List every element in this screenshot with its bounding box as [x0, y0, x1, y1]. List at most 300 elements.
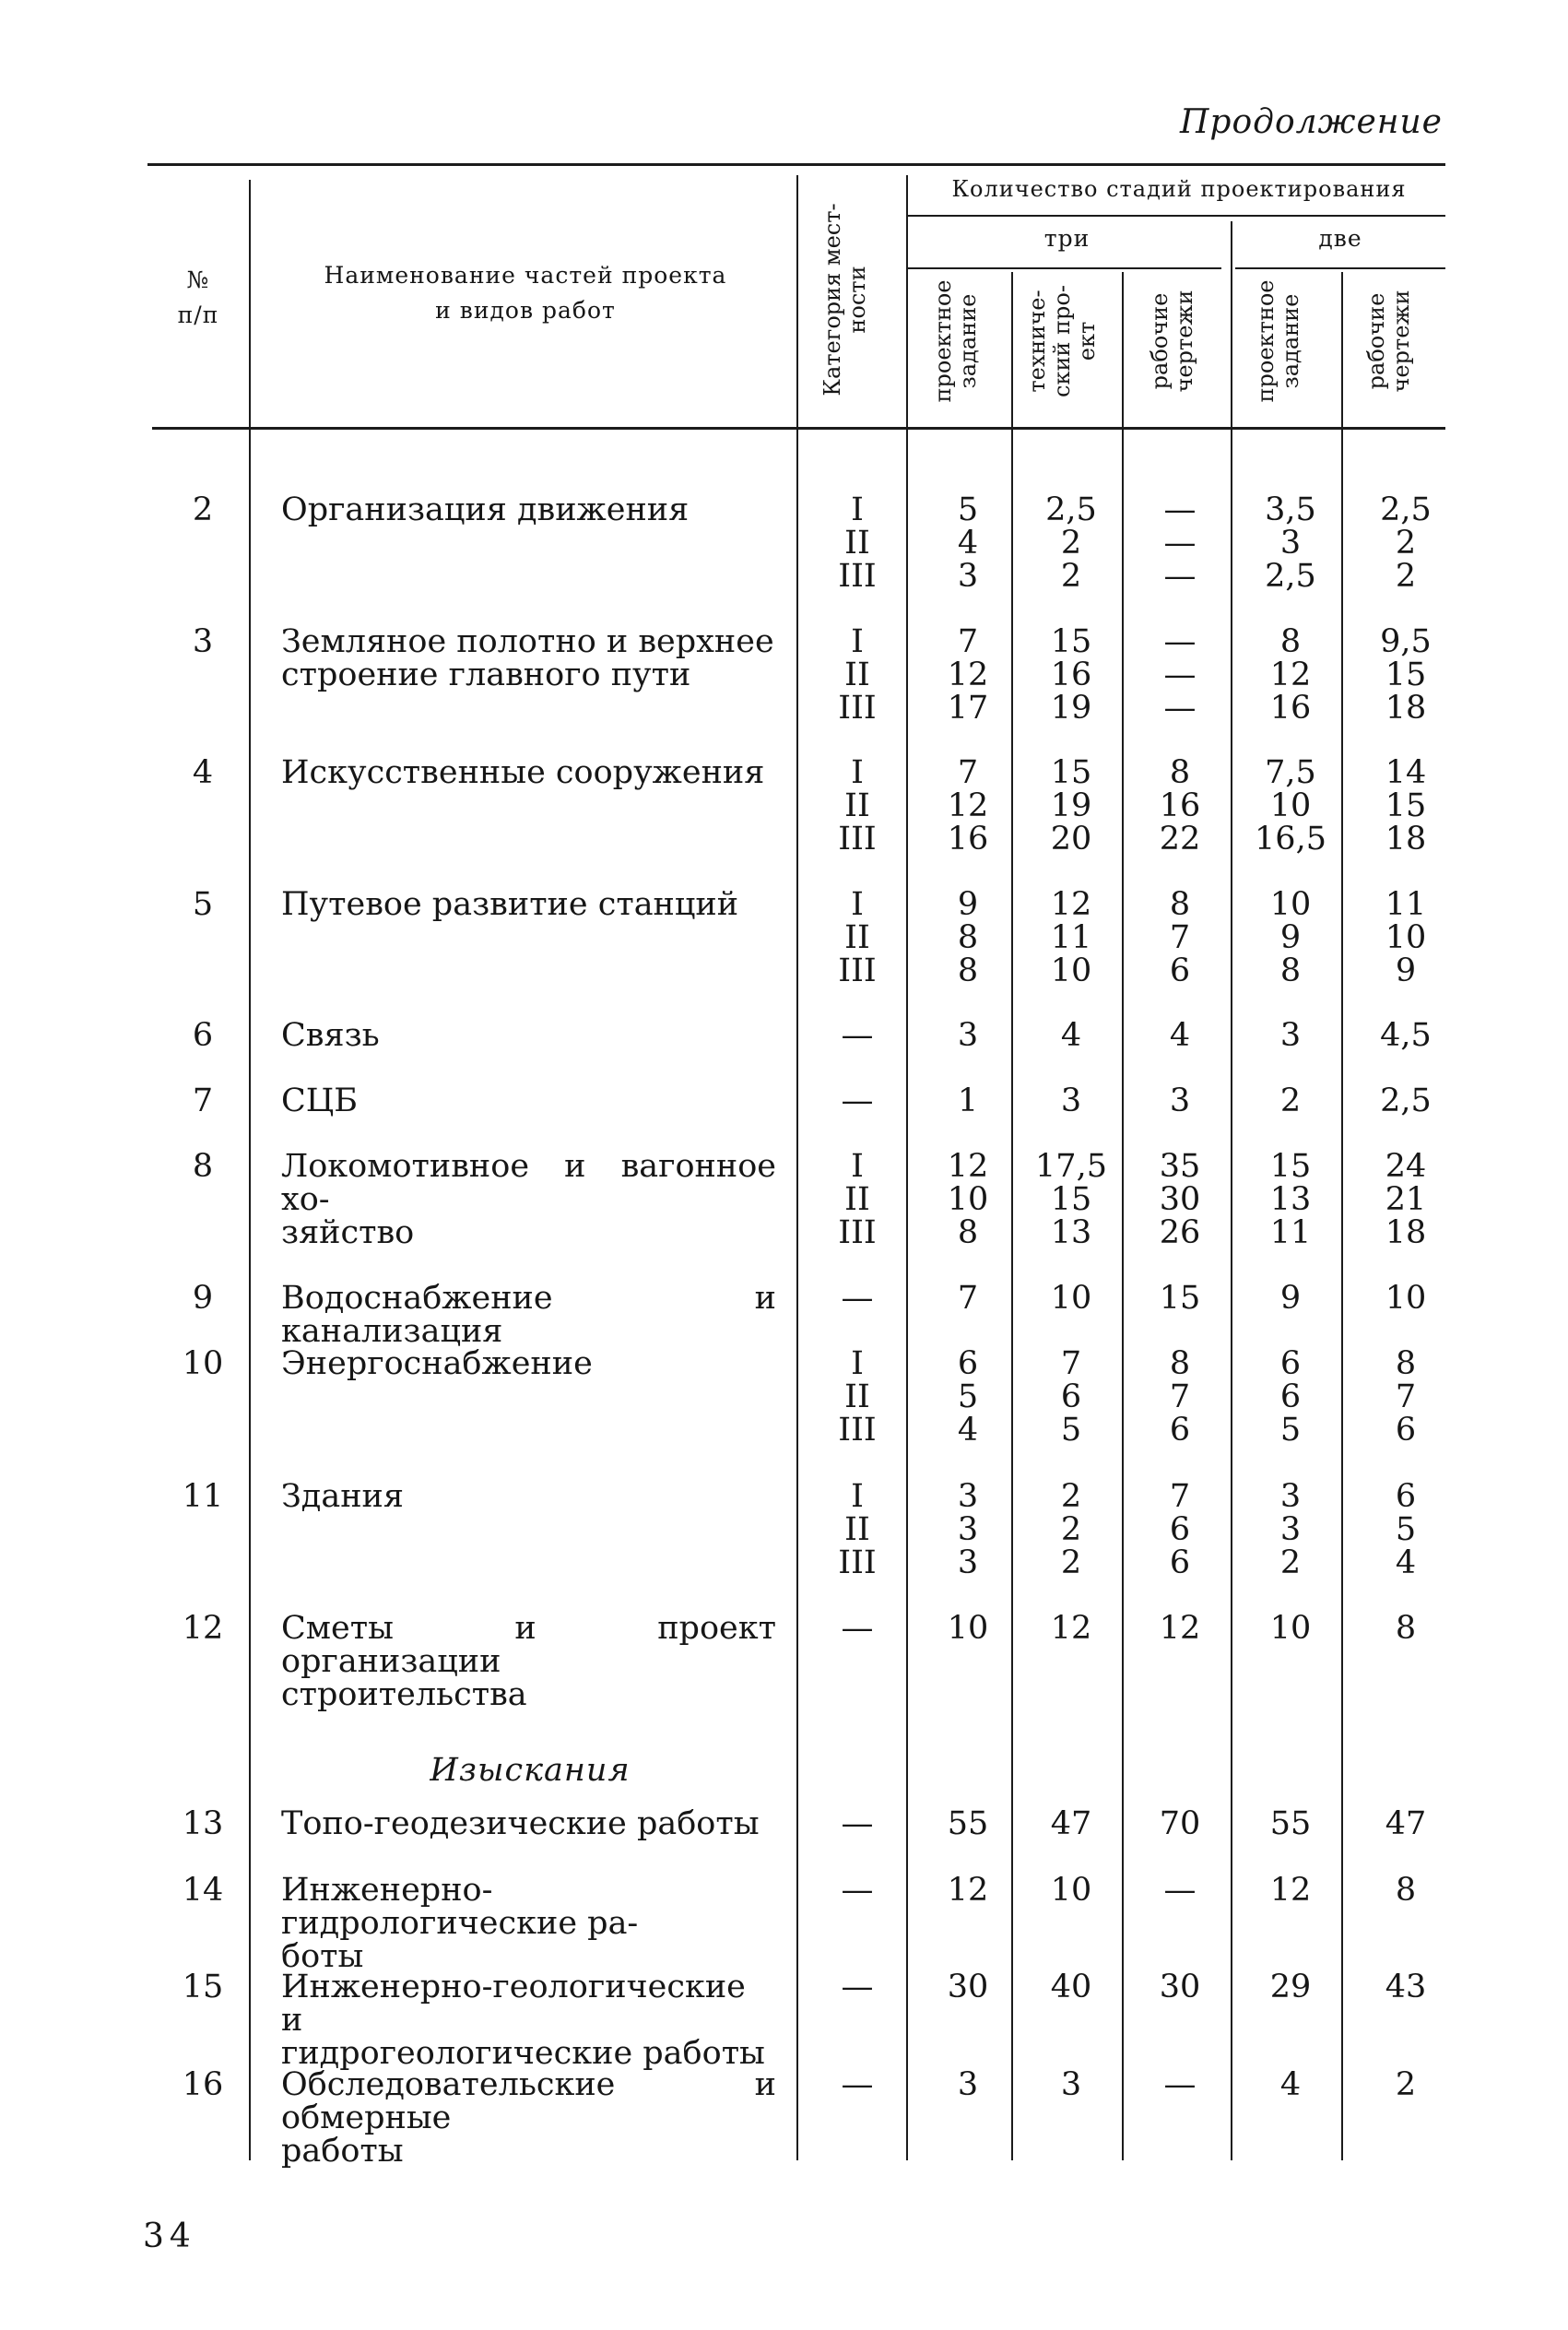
page-number: 34: [143, 2218, 196, 2255]
three-tech-project-value-line: 10: [1050, 1872, 1092, 1909]
three-project-task-value-line: 1: [957, 1082, 979, 1119]
three-working-drawings-value: [1129, 1807, 1231, 1840]
three-working-drawings-value-line: 22: [1159, 821, 1201, 857]
two-working-drawings-value: [1355, 1084, 1456, 1118]
row-name-line: Локомотивное и вагонное хо-: [281, 1148, 776, 1218]
three-tech-project-value-line: 15: [1050, 754, 1092, 791]
two-working-drawings-value-line: 2: [1395, 2066, 1417, 2103]
row-number: [147, 888, 258, 921]
three-working-drawings-value-line: 30: [1159, 1969, 1201, 2005]
row-number-line: 7: [192, 1082, 214, 1119]
three-tech-project-value-line: 19: [1050, 690, 1092, 727]
three-tech-project-value-line: 4: [1060, 1017, 1082, 1054]
row-category-line: —: [841, 1280, 874, 1317]
two-working-drawings-value-line: 10: [1385, 919, 1427, 956]
three-tech-project-value-line: 40: [1050, 1969, 1092, 2005]
three-project-task-value: [917, 625, 1019, 725]
row-number-line: 10: [182, 1345, 224, 1382]
row-number-line: 2: [192, 491, 214, 528]
row-category-line: II: [844, 1181, 870, 1218]
row-category-line: I: [851, 754, 864, 791]
three-project-task-value: [917, 1480, 1019, 1579]
header-category-line1: Категория мест-: [819, 203, 845, 396]
three-working-drawings-value: [1129, 1019, 1231, 1052]
two-project-task-value-line: 12: [1269, 656, 1312, 693]
two-working-drawings-value-line: 8: [1395, 1345, 1417, 1382]
header-three-working-drawings: [1148, 272, 1197, 410]
three-tech-project-value-line: 2: [1060, 558, 1082, 595]
three-rule: [908, 267, 1221, 269]
row-name: [281, 1347, 776, 1380]
two-working-drawings-value-line: 4: [1395, 1544, 1417, 1581]
three-project-task-value-line: 9: [957, 886, 979, 923]
row-name-line: Здания: [281, 1478, 404, 1515]
three-project-task-value-line: 12: [947, 787, 989, 824]
three-tech-project-value: [1020, 1084, 1122, 1118]
two-working-drawings-value: [1355, 1347, 1456, 1447]
row-category-line: III: [838, 952, 877, 989]
three-project-task-value: [917, 1282, 1019, 1315]
three-project-task-value-line: 3: [957, 1017, 979, 1054]
three-project-task-value-line: 16: [947, 821, 989, 857]
row-category: [811, 1347, 903, 1447]
three-working-drawings-value: [1129, 1970, 1231, 2004]
two-project-task-value-line: 10: [1269, 1610, 1312, 1647]
three-working-drawings-value-line: —: [1163, 2066, 1197, 2103]
three-tech-project-value: [1020, 1347, 1122, 1447]
three-working-drawings-value-line: 6: [1169, 1511, 1191, 1548]
row-name-line: Водоснабжение и канализация: [281, 1280, 776, 1350]
two-project-task-value-line: 3,5: [1265, 491, 1316, 528]
three-working-drawings-value-line: 7: [1169, 1378, 1191, 1415]
two-project-task-value-line: 9: [1279, 1280, 1302, 1317]
three-project-task-value-line: 10: [947, 1181, 989, 1218]
row-name-line: строительства: [281, 1676, 527, 1713]
three-tech-project-value-line: 12: [1050, 886, 1092, 923]
three-working-drawings-value: [1129, 1150, 1231, 1249]
row-category-line: III: [838, 1214, 877, 1251]
three-project-task-value-line: 4: [957, 525, 979, 562]
three-working-drawings-value-line: 3: [1169, 1082, 1191, 1119]
two-project-task-value-line: 12: [1269, 1872, 1312, 1909]
sub-label: задание: [955, 293, 981, 389]
col-rule-2: [796, 175, 798, 2160]
row-number: [147, 1347, 258, 1380]
two-project-task-value-line: 7,5: [1265, 754, 1316, 791]
two-project-task-value-line: 29: [1269, 1969, 1312, 2005]
row-name: [281, 1874, 776, 1973]
two-working-drawings-value-line: 18: [1385, 821, 1427, 857]
row-name: [281, 1480, 776, 1513]
two-working-drawings-value: [1355, 1874, 1456, 1907]
three-tech-project-value: [1020, 1874, 1122, 1907]
three-working-drawings-value-line: —: [1163, 690, 1197, 727]
two-working-drawings-value-line: 2,5: [1380, 1082, 1432, 1119]
row-name-line: Сметы и проект организации: [281, 1610, 776, 1680]
row-name: [281, 888, 776, 921]
two-project-task-value-line: 16: [1269, 690, 1312, 727]
row-category: [811, 756, 903, 856]
two-project-task-value: [1240, 2068, 1341, 2101]
three-working-drawings-value: [1129, 1874, 1231, 1907]
row-name: [281, 1807, 776, 1840]
three-tech-project-value: [1020, 756, 1122, 856]
two-project-task-value-line: 4: [1279, 2066, 1302, 2103]
three-working-drawings-value-line: 8: [1169, 886, 1191, 923]
two-working-drawings-value-line: 8: [1395, 1872, 1417, 1909]
three-project-task-value: [917, 2068, 1019, 2101]
three-project-task-value-line: 7: [957, 1280, 979, 1317]
three-tech-project-value-line: 19: [1050, 787, 1092, 824]
three-working-drawings-value-line: 15: [1159, 1280, 1201, 1317]
two-working-drawings-value-line: 14: [1385, 754, 1427, 791]
three-tech-project-value-line: 10: [1050, 1280, 1092, 1317]
row-number: [147, 2068, 258, 2101]
two-project-task-value: [1240, 888, 1341, 988]
row-category-line: III: [838, 821, 877, 857]
two-working-drawings-value-line: 6: [1395, 1478, 1417, 1515]
header-two: две: [1318, 225, 1362, 252]
three-project-task-value-line: 3: [957, 2066, 979, 2103]
three-tech-project-value: [1020, 1150, 1122, 1249]
sub-label: ект: [1074, 321, 1100, 361]
three-tech-project-value-line: 47: [1050, 1805, 1092, 1842]
three-project-task-value-line: 12: [947, 656, 989, 693]
two-working-drawings-value: [1355, 625, 1456, 725]
row-category: [811, 1874, 903, 1907]
row-category-line: I: [851, 623, 864, 660]
two-working-drawings-value-line: 15: [1385, 656, 1427, 693]
section-title: Изыскания: [430, 1752, 631, 1789]
two-project-task-value-line: 13: [1269, 1181, 1312, 1218]
three-working-drawings-value: [1129, 1347, 1231, 1447]
col-rule-5: [1122, 272, 1124, 2160]
two-working-drawings-value-line: 7: [1395, 1378, 1417, 1415]
two-working-drawings-value: [1355, 756, 1456, 856]
three-working-drawings-value-line: —: [1163, 1872, 1197, 1909]
two-working-drawings-value-line: 9: [1395, 952, 1417, 989]
row-category-line: —: [841, 2066, 874, 2103]
row-name-line: СЦБ: [281, 1082, 359, 1119]
three-working-drawings-value: [1129, 888, 1231, 988]
row-category-line: III: [838, 558, 877, 595]
row-category-line: II: [844, 919, 870, 956]
row-category-line: —: [841, 1969, 874, 2005]
row-category-line: I: [851, 1345, 864, 1382]
three-project-task-value-line: 3: [957, 1478, 979, 1515]
row-category-line: II: [844, 525, 870, 562]
two-project-task-value: [1240, 1282, 1341, 1315]
row-name-line: Искусственные сооружения: [281, 754, 765, 791]
three-working-drawings-value-line: 7: [1169, 919, 1191, 956]
two-project-task-value-line: 3: [1279, 1511, 1302, 1548]
row-name: [281, 2068, 776, 2168]
three-project-task-value: [917, 888, 1019, 988]
three-working-drawings-value-line: 16: [1159, 787, 1201, 824]
three-tech-project-value-line: 3: [1060, 2066, 1082, 2103]
row-category: [811, 1970, 903, 2004]
two-project-task-value-line: 15: [1269, 1148, 1312, 1185]
two-working-drawings-value-line: 10: [1385, 1280, 1427, 1317]
three-project-task-value-line: 4: [957, 1412, 979, 1449]
three-project-task-value-line: 12: [947, 1872, 989, 1909]
three-working-drawings-value: [1129, 1612, 1231, 1645]
two-working-drawings-value: [1355, 1612, 1456, 1645]
row-category: [811, 1612, 903, 1645]
header-two-working-drawings: [1364, 272, 1414, 410]
two-project-task-value-line: 9: [1279, 919, 1302, 956]
two-working-drawings-value-line: 11: [1385, 886, 1427, 923]
three-project-task-value-line: 10: [947, 1610, 989, 1647]
row-name-line: Энергоснабжение: [281, 1345, 593, 1382]
row-name-line: Организация движения: [281, 491, 690, 528]
three-working-drawings-value: [1129, 625, 1231, 725]
sub-label: задание: [1278, 293, 1303, 389]
three-tech-project-value-line: 7: [1060, 1345, 1082, 1382]
row-name: [281, 1084, 776, 1118]
three-tech-project-value-line: 2: [1060, 525, 1082, 562]
two-working-drawings-value: [1355, 1019, 1456, 1052]
two-project-task-value-line: 55: [1269, 1805, 1312, 1842]
row-name-line: Обследовательские и обмерные: [281, 2066, 776, 2136]
row-name-line: Топо-геодезические работы: [281, 1805, 760, 1842]
three-working-drawings-value-line: 35: [1159, 1148, 1201, 1185]
two-rule: [1235, 267, 1445, 269]
row-category: [811, 493, 903, 593]
row-number-line: 15: [182, 1969, 224, 2005]
two-working-drawings-value: [1355, 888, 1456, 988]
header-three-project-task: [931, 272, 981, 410]
two-project-task-value: [1240, 1150, 1341, 1249]
two-working-drawings-value-line: 18: [1385, 690, 1427, 727]
two-working-drawings-value-line: 8: [1395, 1610, 1417, 1647]
three-working-drawings-value-line: 30: [1159, 1181, 1201, 1218]
three-project-task-value-line: 3: [957, 1544, 979, 1581]
row-name: [281, 625, 776, 692]
three-project-task-value-line: 8: [957, 952, 979, 989]
sub-label: чертежи: [1172, 290, 1197, 393]
row-category-line: I: [851, 1148, 864, 1185]
two-project-task-value-line: 16,5: [1255, 821, 1326, 857]
two-working-drawings-value: [1355, 1282, 1456, 1315]
three-working-drawings-value: [1129, 1282, 1231, 1315]
three-tech-project-value: [1020, 493, 1122, 593]
continuation-label: Продолжение: [1180, 103, 1443, 141]
row-number-line: 6: [192, 1017, 214, 1054]
header-category-line2: ности: [844, 266, 870, 334]
header-name-line1: Наименование частей проекта: [324, 262, 727, 289]
two-working-drawings-value: [1355, 1970, 1456, 2004]
three-project-task-value: [917, 1347, 1019, 1447]
two-project-task-value-line: 2: [1279, 1544, 1302, 1581]
two-project-task-value: [1240, 1612, 1341, 1645]
header-three: три: [1043, 225, 1091, 252]
sub-label: проектное: [930, 279, 956, 403]
three-working-drawings-value-line: 12: [1159, 1610, 1201, 1647]
row-name: [281, 493, 776, 526]
header-number-label: № п/п: [177, 266, 219, 328]
two-project-task-value: [1240, 1347, 1341, 1447]
three-project-task-value-line: 3: [957, 558, 979, 595]
three-tech-project-value: [1020, 1480, 1122, 1579]
row-number-line: 8: [192, 1148, 214, 1185]
row-number-line: 4: [192, 754, 214, 791]
three-project-task-value: [917, 1970, 1019, 2004]
three-tech-project-value: [1020, 625, 1122, 725]
row-name-line: Путевое развитие станций: [281, 886, 739, 923]
row-category: [811, 1084, 903, 1118]
two-project-task-value: [1240, 493, 1341, 593]
row-category-line: II: [844, 1378, 870, 1415]
three-tech-project-value-line: 20: [1050, 821, 1092, 857]
row-category-line: —: [841, 1082, 874, 1119]
two-project-task-value-line: 3: [1279, 525, 1302, 562]
row-category-line: III: [838, 1412, 877, 1449]
row-name-line: Связь: [281, 1017, 380, 1054]
three-tech-project-value-line: 15: [1050, 1181, 1092, 1218]
top-rule: [147, 163, 1445, 166]
row-name: [281, 756, 776, 789]
three-project-task-value: [917, 756, 1019, 856]
two-working-drawings-value: [1355, 2068, 1456, 2101]
three-tech-project-value-line: 12: [1050, 1610, 1092, 1647]
row-number-line: 12: [182, 1610, 224, 1647]
two-project-task-value: [1240, 1970, 1341, 2004]
three-project-task-value-line: 8: [957, 919, 979, 956]
row-category-line: II: [844, 656, 870, 693]
three-working-drawings-value-line: 6: [1169, 1544, 1191, 1581]
sub-label: рабочие: [1363, 292, 1389, 390]
three-tech-project-value: [1020, 1970, 1122, 2004]
three-project-task-value: [917, 1019, 1019, 1052]
three-tech-project-value-line: 17,5: [1035, 1148, 1107, 1185]
row-category-line: —: [841, 1805, 874, 1842]
row-number: [147, 1019, 258, 1052]
two-project-task-value-line: 6: [1279, 1345, 1302, 1382]
three-project-task-value-line: 30: [947, 1969, 989, 2005]
row-name-line: Инженерно-геологические и: [281, 1969, 746, 2039]
two-working-drawings-value-line: 24: [1385, 1148, 1427, 1185]
sub-label: чертежи: [1388, 290, 1414, 393]
row-category-line: II: [844, 1511, 870, 1548]
header-name-line2: и видов работ: [435, 297, 616, 324]
header-two-project-task: [1254, 272, 1303, 410]
row-number-line: 9: [192, 1280, 214, 1317]
row-number-line: 5: [192, 886, 214, 923]
two-working-drawings-value-line: 18: [1385, 1214, 1427, 1251]
two-working-drawings-value-line: 5: [1395, 1511, 1417, 1548]
row-category: [811, 625, 903, 725]
row-category: [811, 1019, 903, 1052]
row-name: [281, 1150, 776, 1249]
three-working-drawings-value-line: —: [1163, 525, 1197, 562]
row-name-line: строение главного пути: [281, 656, 691, 693]
two-project-task-value-line: 10: [1269, 886, 1312, 923]
row-category-line: I: [851, 886, 864, 923]
two-working-drawings-value: [1355, 1150, 1456, 1249]
two-working-drawings-value-line: 4,5: [1380, 1017, 1432, 1054]
col-rule-7: [1341, 272, 1343, 2160]
three-tech-project-value-line: 2: [1060, 1511, 1082, 1548]
three-tech-project-value-line: 2: [1060, 1544, 1082, 1581]
row-category: [811, 1150, 903, 1249]
three-project-task-value: [917, 1612, 1019, 1645]
two-working-drawings-value-line: 47: [1385, 1805, 1427, 1842]
row-number: [147, 1874, 258, 1907]
header-name: [258, 258, 793, 328]
three-tech-project-value: [1020, 1612, 1122, 1645]
two-working-drawings-value-line: 15: [1385, 787, 1427, 824]
two-project-task-value-line: 8: [1279, 952, 1302, 989]
three-project-task-value-line: 55: [947, 1805, 989, 1842]
three-working-drawings-value-line: 70: [1159, 1805, 1201, 1842]
three-project-task-value-line: 7: [957, 623, 979, 660]
row-name-line: Инженерно-гидрологические ра-: [281, 1872, 639, 1942]
row-number: [147, 1150, 258, 1183]
row-category-line: —: [841, 1610, 874, 1647]
row-name: [281, 1612, 776, 1711]
three-tech-project-value-line: 13: [1050, 1214, 1092, 1251]
row-name-line: зяйство: [281, 1214, 415, 1251]
sub-label: рабочие: [1147, 292, 1173, 390]
col-rule-3: [906, 175, 908, 2160]
sub-label: проектное: [1253, 279, 1279, 403]
row-category-line: —: [841, 1872, 874, 1909]
three-working-drawings-value-line: 4: [1169, 1017, 1191, 1054]
three-working-drawings-value-line: 26: [1159, 1214, 1201, 1251]
row-number: [147, 1480, 258, 1513]
two-project-task-value: [1240, 1019, 1341, 1052]
two-project-task-value-line: 11: [1269, 1214, 1312, 1251]
row-category-line: III: [838, 1544, 877, 1581]
row-name: [281, 1019, 776, 1052]
row-name-line: гидрогеологические работы: [281, 2035, 765, 2072]
row-number: [147, 625, 258, 658]
three-working-drawings-value: [1129, 756, 1231, 856]
two-project-task-value: [1240, 1480, 1341, 1579]
row-category-line: III: [838, 690, 877, 727]
three-tech-project-value-line: 3: [1060, 1082, 1082, 1119]
two-working-drawings-value-line: 9,5: [1380, 623, 1432, 660]
row-number: [147, 1970, 258, 2004]
row-category: [811, 1480, 903, 1579]
three-tech-project-value-line: 2: [1060, 1478, 1082, 1515]
three-tech-project-value: [1020, 1807, 1122, 1840]
three-working-drawings-value-line: 8: [1169, 754, 1191, 791]
three-tech-project-value: [1020, 888, 1122, 988]
sub-label: ский про-: [1049, 285, 1075, 397]
three-project-task-value: [917, 1807, 1019, 1840]
two-project-task-value: [1240, 1807, 1341, 1840]
three-project-task-value-line: 12: [947, 1148, 989, 1185]
row-category-line: I: [851, 491, 864, 528]
three-working-drawings-value: [1129, 1084, 1231, 1118]
two-working-drawings-value-line: 2,5: [1380, 491, 1432, 528]
row-name: [281, 1282, 776, 1348]
row-name-line: работы: [281, 2133, 404, 2170]
group-title-rule: [908, 215, 1445, 217]
three-project-task-value-line: 3: [957, 1511, 979, 1548]
three-project-task-value-line: 7: [957, 754, 979, 791]
row-number-line: 11: [182, 1478, 224, 1515]
header-number: [147, 263, 249, 333]
three-project-task-value-line: 17: [947, 690, 989, 727]
three-project-task-value: [917, 493, 1019, 593]
three-working-drawings-value-line: 8: [1169, 1345, 1191, 1382]
row-category: [811, 1282, 903, 1315]
two-project-task-value-line: 2: [1279, 1082, 1302, 1119]
row-name: [281, 1970, 776, 2070]
